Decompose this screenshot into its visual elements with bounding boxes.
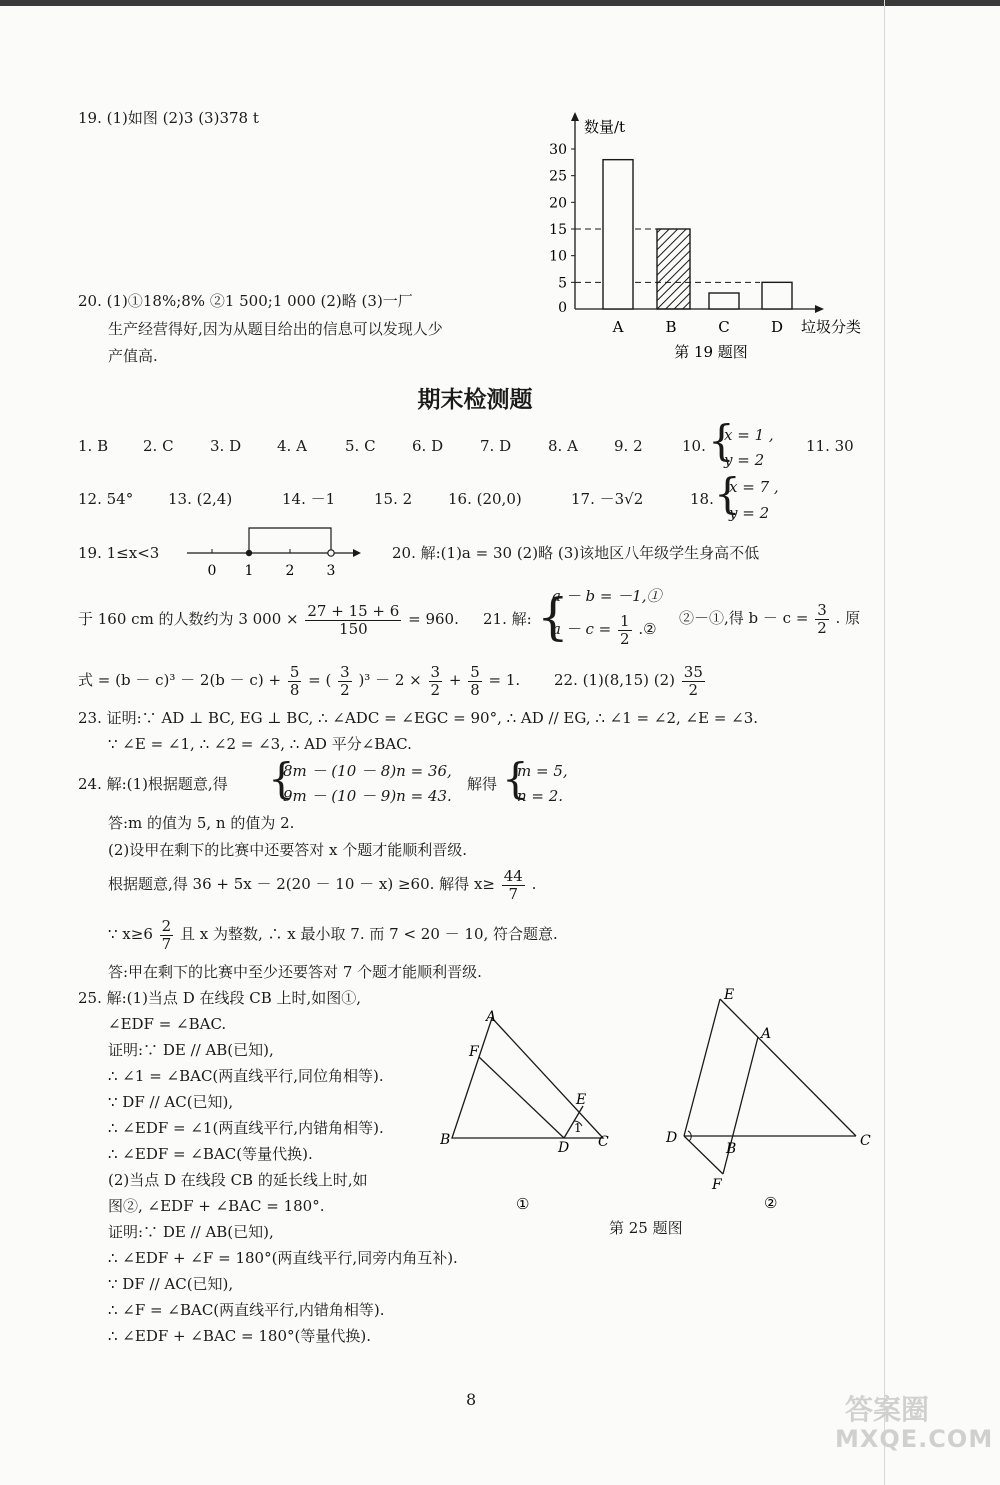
q25-line11: ∴ ∠EDF + ∠F = 180°(两直线平行,同旁内角互补).: [108, 1249, 458, 1267]
q25-line12: ∵ DF // AC(已知),: [108, 1275, 234, 1293]
x-axis-arrow: [815, 305, 824, 313]
q21-eq2: a － c = $\frac{1}{2}$ .②: [552, 611, 657, 648]
chart-marks: [575, 160, 792, 309]
answer-4: 4. A: [277, 437, 307, 455]
answer-13: 13. (2,4): [168, 490, 233, 508]
q25-figure-2: [660, 985, 880, 1225]
fig2-label-b: B: [726, 1141, 737, 1157]
y-tick-label: 10: [549, 248, 567, 265]
brace-q10: {: [708, 416, 735, 465]
q19b-label: 19. 1≤x<3: [78, 544, 160, 562]
chart-labels: [549, 118, 861, 361]
watermark-bottom: MXQE.COM: [835, 1425, 994, 1453]
q24-since: ∵ x≥6 $\frac{2}{7}$ 且 x 为整数, ∴ x 最小取 7. 而 7 < 20 － 10, 符合题意.: [108, 916, 558, 953]
bar-B: [657, 229, 690, 309]
q25-line10: 证明:∵ DE // AB(已知),: [108, 1223, 274, 1241]
scan-top-border: [0, 0, 1000, 6]
answer-10-label: 10.: [682, 437, 706, 455]
q20-line1: 20. (1)①18%;8% ②1 500;1 000 (2)略 (3)一厂: [78, 292, 413, 310]
number-line-tick-2: 2: [285, 563, 295, 579]
answer-5: 5. C: [345, 437, 376, 455]
q22-answer: 22. (1)(8,15) (2) $\frac{35}{2}$: [554, 662, 703, 699]
watermark-top: 答案圈: [845, 1393, 930, 1426]
origin-label: 0: [558, 300, 567, 316]
x-axis-label: 垃圾分类: [801, 318, 862, 336]
q24-ans1: 答:m 的值为 5, n 的值为 2.: [108, 814, 295, 832]
q20-line3: 产值高.: [108, 347, 158, 365]
fig2-label-e: E: [724, 987, 735, 1003]
y-tick-label: 15: [549, 222, 567, 238]
answer-14: 14. －1: [282, 490, 336, 508]
watermark-logo: [835, 1395, 993, 1453]
y-tick-label: 5: [558, 275, 567, 292]
q25-line2: ∠EDF = ∠BAC.: [108, 1015, 227, 1033]
fig2-number: ②: [764, 1194, 778, 1212]
page-number: 8: [466, 1390, 477, 1409]
number-line-tick-0: 0: [207, 563, 217, 579]
q25-line8: (2)当点 D 在线段 CB 的延长线上时,如: [108, 1171, 368, 1189]
fig1-number: ①: [516, 1195, 530, 1213]
y-axis-arrow: [571, 112, 579, 121]
q25-line3: 证明:∵ DE // AB(已知),: [108, 1041, 274, 1059]
q20b-line2: 于 160 cm 的人数约为 3 000 × $\frac{27 + 15 + 6}{150}$ = 960.: [78, 601, 459, 638]
answer-1: 1. B: [78, 437, 109, 455]
number-line-tick-3: 3: [326, 563, 336, 579]
q25-line9: 图②, ∠EDF + ∠BAC = 180°.: [108, 1197, 325, 1215]
fig1-label-c: C: [598, 1134, 609, 1150]
q24-eq2: 9m － (10 － 9)n = 43.: [283, 787, 452, 805]
q23-line1: 23. 证明:∵ AD ⊥ BC, EG ⊥ BC, ∴ ∠ADC = ∠EGC = 90°, ∴ AD // EG, ∴ ∠1 = ∠2, ∠E = ∠3.: [78, 709, 759, 727]
x-tick-label: A: [612, 318, 624, 336]
y-tick-label: 30: [549, 142, 567, 158]
q18-eq1: x = 7 ,: [729, 478, 779, 496]
q19-answer: 19. (1)如图 (2)3 (3)378 t: [78, 109, 259, 127]
fig1-label-a: A: [486, 1009, 497, 1025]
q23-line2: ∵ ∠E = ∠1, ∴ ∠2 = ∠3, ∴ AD 平分∠BAC.: [108, 735, 412, 753]
number-line-tick-1: 1: [244, 563, 254, 579]
fig2-label-d: D: [666, 1130, 678, 1146]
q25-line6: ∴ ∠EDF = ∠1(两直线平行,内错角相等).: [108, 1119, 384, 1137]
q24-eq1: 8m － (10 － 8)n = 36,: [283, 762, 452, 780]
answer-15: 15. 2: [374, 490, 413, 508]
q24-label: 24. 解:(1)根据题意,得: [78, 775, 228, 793]
y-axis-label: 数量/t: [584, 118, 626, 136]
q24-part2: (2)设甲在剩下的比赛中还要答对 x 个题才能顺利晋级.: [108, 841, 468, 859]
answer-11: 11. 30: [806, 437, 854, 455]
number-line: [185, 523, 365, 581]
answer-9: 9. 2: [614, 437, 643, 455]
fig1-label-d: D: [558, 1140, 570, 1156]
q25-figure-caption: 第 25 题图: [609, 1219, 683, 1237]
answer-18-label: 18.: [690, 490, 714, 508]
x-tick-label: C: [718, 318, 730, 336]
bar-C: [709, 293, 739, 309]
fig1-label-e: E: [576, 1092, 587, 1108]
x-tick-label: B: [665, 318, 677, 336]
fig1-label-f: F: [469, 1044, 479, 1060]
page-fold-edge: [884, 0, 885, 1485]
fig1-label-angle-1: 1: [574, 1121, 582, 1135]
q25-line7: ∴ ∠EDF = ∠BAC(等量代换).: [108, 1145, 313, 1163]
brace-q18: {: [714, 469, 741, 518]
q21-result: ②－①,得 b － c = $\frac{3}{2}$ . 原: [679, 600, 861, 637]
q20b-line1: 20. 解:(1)a = 30 (2)略 (3)该地区八年级学生身高不低: [392, 544, 760, 562]
q25-line13: ∴ ∠F = ∠BAC(两直线平行,内错角相等).: [108, 1301, 385, 1319]
answer-8: 8. A: [548, 437, 578, 455]
q25-line4: ∴ ∠1 = ∠BAC(两直线平行,同位角相等).: [108, 1067, 384, 1085]
fig2-label-f: F: [712, 1177, 722, 1193]
fig2-label-c: C: [860, 1133, 871, 1149]
bar-A: [603, 160, 633, 309]
q24-inequality: 根据题意,得 36 + 5x － 2(20 － 10 － x) ≥60. 解得 x≥ $\frac{44}{7}$ .: [108, 866, 537, 903]
section-title: 期末检测题: [417, 387, 533, 413]
q10-eq2: y = 2: [724, 451, 765, 469]
brace-q24-result: {: [502, 754, 529, 803]
x-tick-label: D: [770, 318, 784, 336]
q21-eq1: a － b = －1,①: [552, 587, 662, 605]
q21-continuation: 式 = (b － c)³ － 2(b － c) + $\frac{5}{8}$ = ( $\frac{3}{2}$ )³ － 2 × $\frac{3}{2}$ + $\frac{5}{8}$ = 1.: [78, 662, 521, 699]
fig1-label-b: B: [440, 1132, 451, 1148]
q19-bar-chart: [535, 108, 880, 370]
answer-16: 16. (20,0): [448, 490, 522, 508]
answer-7: 7. D: [480, 437, 512, 455]
q24-res2: n = 2.: [517, 787, 564, 805]
q10-eq1: x = 1 ,: [724, 426, 774, 444]
y-tick-label: 25: [549, 168, 567, 185]
answer-2: 2. C: [143, 437, 174, 455]
chart-caption: 第 19 题图: [674, 343, 748, 361]
brace-q24: {: [268, 754, 295, 803]
brace-q21: {: [537, 588, 569, 646]
answer-12: 12. 54°: [78, 490, 134, 508]
q25-figure-1: [440, 1005, 620, 1220]
q18-eq2: y = 2: [729, 504, 770, 522]
q20-line2: 生产经营得好,因为从题目给出的信息可以发现人少: [108, 320, 443, 338]
q24-res1: m = 5,: [517, 762, 568, 780]
fig2-label-a: A: [761, 1026, 772, 1042]
q21-label: 21. 解:: [483, 610, 532, 628]
bar-D: [762, 282, 792, 309]
answer-17: 17. －3√2: [571, 490, 644, 508]
q24-ans2: 答:甲在剩下的比赛中至少还要答对 7 个题才能顺利晋级.: [108, 963, 482, 981]
q25-line1: 25. 解:(1)当点 D 在线段 CB 上时,如图①,: [78, 989, 362, 1007]
answer-3: 3. D: [210, 437, 242, 455]
q25-line5: ∵ DF // AC(已知),: [108, 1093, 234, 1111]
answer-6: 6. D: [412, 437, 444, 455]
q24-solve: 解得: [467, 775, 498, 793]
q25-line14: ∴ ∠EDF + ∠BAC = 180°(等量代换).: [108, 1327, 371, 1345]
y-tick-label: 20: [549, 195, 567, 212]
